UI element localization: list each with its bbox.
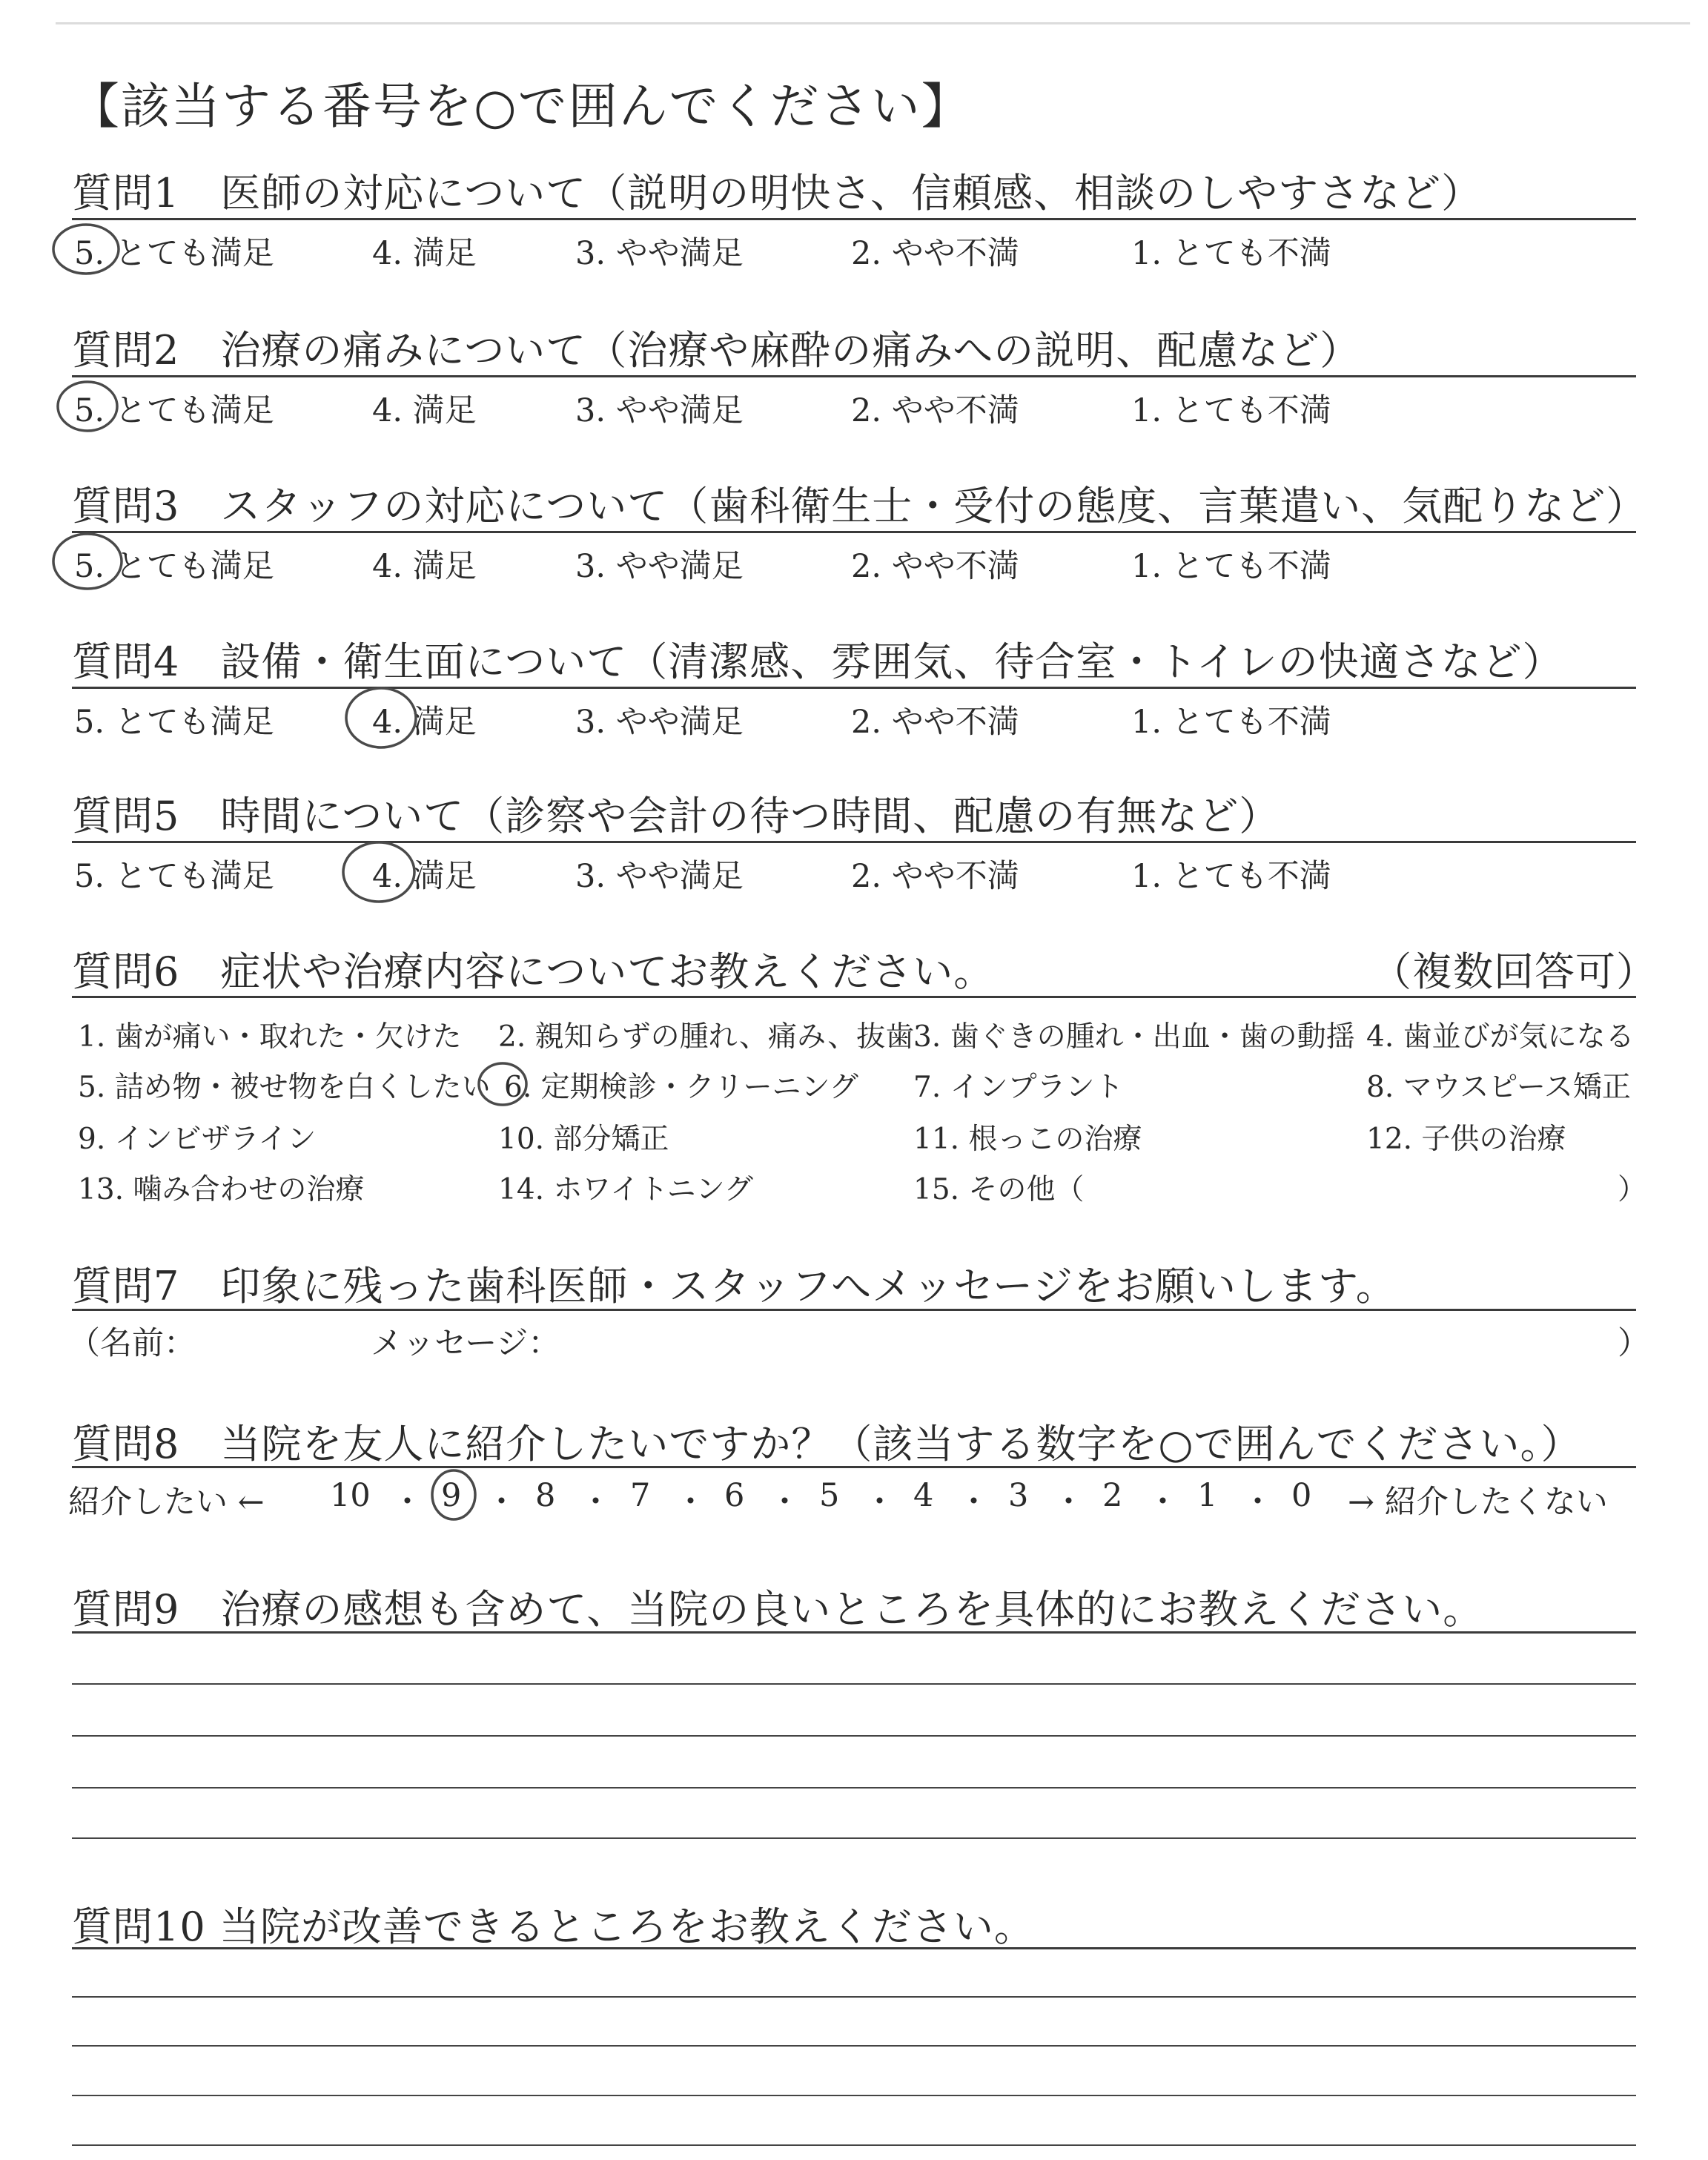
q1-option-1[interactable]: 1. とても不満	[1131, 235, 1331, 272]
q9-answer-line[interactable]	[72, 1735, 1636, 1737]
q1-option-2[interactable]: 2. やや不満	[851, 235, 1019, 272]
q7-close-paren: ）	[1618, 1325, 1649, 1362]
q5-title: 質問5 時間について（診察や会計の待つ時間、配慮の有無など）	[72, 793, 1280, 839]
q2-rule	[72, 375, 1636, 377]
scan-top-edge	[56, 22, 1690, 24]
q5-option-4[interactable]: 4. 満足	[372, 858, 477, 895]
q3-option-3[interactable]: 3. やや満足	[575, 548, 744, 585]
q10-answer-line[interactable]	[72, 2144, 1636, 2146]
q10-answer-line[interactable]	[72, 2095, 1636, 2096]
q6-option-7[interactable]: 7. インプラント	[913, 1071, 1124, 1104]
q6-rule	[72, 996, 1636, 998]
q10-answer-line[interactable]	[72, 2045, 1636, 2047]
q2-option-3[interactable]: 3. やや満足	[575, 392, 744, 429]
q6-option-3[interactable]: 3. 歯ぐきの腫れ・出血・歯の動揺	[913, 1020, 1355, 1054]
q2-title: 質問2 治療の痛みについて（治療や麻酔の痛みへの説明、配慮など）	[72, 327, 1361, 374]
q7-rule	[72, 1309, 1636, 1311]
q6-option-15[interactable]: 15. その他（	[913, 1173, 1085, 1206]
form-instruction: 【該当する番号を○で囲んでください】	[70, 78, 972, 135]
q6-option-4[interactable]: 4. 歯並びが気になる	[1366, 1020, 1635, 1054]
q10-rule	[72, 1947, 1636, 1949]
q4-option-4[interactable]: 4. 満足	[372, 704, 477, 741]
q6-option-5[interactable]: 5. 詰め物・被せ物を白くしたい	[78, 1071, 491, 1104]
q1-option-3[interactable]: 3. やや満足	[575, 235, 744, 272]
q3-title: 質問3 スタッフの対応について（歯科衛生士・受付の態度、言葉遣い、気配りなど）	[72, 483, 1647, 529]
q8-separator: ・	[675, 1484, 706, 1521]
q2-option-4[interactable]: 4. 満足	[372, 392, 477, 429]
q8-scale-5[interactable]: 5	[819, 1477, 840, 1514]
q8-title: 質問8 当院を友人に紹介したいですか？（該当する数字を○で囲んでください。）	[72, 1421, 1582, 1467]
q8-separator: ・	[486, 1484, 517, 1521]
q9-answer-line[interactable]	[72, 1787, 1636, 1789]
q8-separator: ・	[391, 1484, 423, 1521]
q6-multi-answer-note: （複数回答可）	[1371, 948, 1657, 995]
q6-option-12[interactable]: 12. 子供の治療	[1366, 1123, 1566, 1156]
q8-scale-8[interactable]: 8	[535, 1477, 556, 1514]
q8-separator: ・	[1242, 1484, 1274, 1521]
q9-rule	[72, 1631, 1636, 1634]
q2-option-1[interactable]: 1. とても不満	[1131, 392, 1331, 429]
q1-option-5[interactable]: 5. とても満足	[74, 235, 274, 272]
q2-option-2[interactable]: 2. やや不満	[851, 392, 1019, 429]
q5-selection-circle	[337, 836, 419, 911]
q8-separator: ・	[769, 1484, 801, 1521]
q5-option-5[interactable]: 5. とても満足	[74, 858, 274, 895]
q8-selection-circle	[426, 1467, 485, 1526]
q5-option-3[interactable]: 3. やや満足	[575, 858, 744, 895]
q1-title: 質問1 医師の対応について（説明の明快さ、信頼感、相談のしやすさなど）	[72, 170, 1483, 217]
q8-separator: ・	[864, 1484, 896, 1521]
q4-option-2[interactable]: 2. やや不満	[851, 704, 1019, 741]
q3-rule	[72, 531, 1636, 533]
q8-scale-0[interactable]: 0	[1291, 1477, 1312, 1514]
q4-option-5[interactable]: 5. とても満足	[74, 704, 274, 741]
q8-scale-1[interactable]: 1	[1197, 1477, 1218, 1514]
q2-option-5[interactable]: 5. とても満足	[74, 392, 274, 429]
q3-option-4[interactable]: 4. 満足	[372, 548, 477, 585]
q4-title: 質問4 設備・衛生面について（清潔感、雰囲気、待合室・トイレの快適さなど）	[72, 638, 1563, 685]
q5-option-1[interactable]: 1. とても不満	[1131, 858, 1331, 895]
q7-message-label: メッセージ：	[371, 1325, 560, 1362]
q2-selection-circle	[52, 377, 126, 436]
q4-rule	[72, 687, 1636, 689]
q3-option-1[interactable]: 1. とても不満	[1131, 548, 1331, 585]
q7-name-label: （名前：	[68, 1325, 196, 1362]
q1-rule	[72, 218, 1636, 220]
q8-right-label: → 紹介したくない	[1348, 1484, 1608, 1521]
q10-title: 質問10 当院が改善できるところをお教えください。	[72, 1903, 1035, 1950]
q5-rule	[72, 841, 1636, 843]
q6-option-2[interactable]: 2. 親知らずの腫れ、痛み、抜歯	[498, 1020, 915, 1054]
q6-selection-circle	[471, 1059, 531, 1111]
q6-option-11[interactable]: 11. 根っこの治療	[913, 1123, 1142, 1156]
q8-scale-6[interactable]: 6	[724, 1477, 745, 1514]
q6-option-1[interactable]: 1. 歯が痛い・取れた・欠けた	[78, 1020, 462, 1054]
q4-option-3[interactable]: 3. やや満足	[575, 704, 744, 741]
q6-option-13[interactable]: 13. 噛み合わせの治療	[78, 1173, 365, 1206]
q7-title: 質問7 印象に残った歯科医師・スタッフへメッセージをお願いします。	[72, 1263, 1397, 1309]
q3-selection-circle	[49, 528, 130, 595]
q6-other-close-paren: ）	[1618, 1173, 1647, 1206]
q8-rule	[72, 1466, 1636, 1468]
q8-scale-10[interactable]: 10	[330, 1477, 371, 1514]
q6-option-10[interactable]: 10. 部分矯正	[498, 1123, 669, 1156]
q6-title: 質問6 症状や治療内容についてお教えください。	[72, 948, 995, 995]
q8-scale-4[interactable]: 4	[913, 1477, 934, 1514]
q8-separator: ・	[1147, 1484, 1179, 1521]
q8-scale-9[interactable]: 9	[441, 1477, 462, 1514]
q6-option-6[interactable]: 6. 定期検診・クリーニング	[504, 1071, 858, 1104]
q3-option-5[interactable]: 5. とても満足	[74, 548, 274, 585]
q9-title: 質問9 治療の感想も含めて、当院の良いところを具体的にお教えください。	[72, 1586, 1484, 1633]
q6-option-8[interactable]: 8. マウスピース矯正	[1366, 1071, 1631, 1104]
q9-answer-line[interactable]	[72, 1683, 1636, 1685]
q8-separator: ・	[958, 1484, 990, 1521]
q9-answer-line[interactable]	[72, 1837, 1636, 1839]
q4-option-1[interactable]: 1. とても不満	[1131, 704, 1331, 741]
q5-option-2[interactable]: 2. やや不満	[851, 858, 1019, 895]
q8-left-label: 紹介したい ←	[68, 1484, 265, 1521]
q8-separator: ・	[1053, 1484, 1085, 1521]
q8-scale-2[interactable]: 2	[1102, 1477, 1123, 1514]
q3-option-2[interactable]: 2. やや不満	[851, 548, 1019, 585]
q8-scale-7[interactable]: 7	[630, 1477, 651, 1514]
q1-option-4[interactable]: 4. 満足	[372, 235, 477, 272]
q4-selection-circle	[340, 682, 421, 756]
q6-option-9[interactable]: 9. インビザライン	[78, 1123, 317, 1156]
q1-selection-circle	[49, 219, 123, 279]
q8-separator: ・	[580, 1484, 612, 1521]
q10-answer-line[interactable]	[72, 1996, 1636, 1998]
q6-option-14[interactable]: 14. ホワイトニング	[498, 1173, 753, 1206]
q8-scale-3[interactable]: 3	[1008, 1477, 1029, 1514]
